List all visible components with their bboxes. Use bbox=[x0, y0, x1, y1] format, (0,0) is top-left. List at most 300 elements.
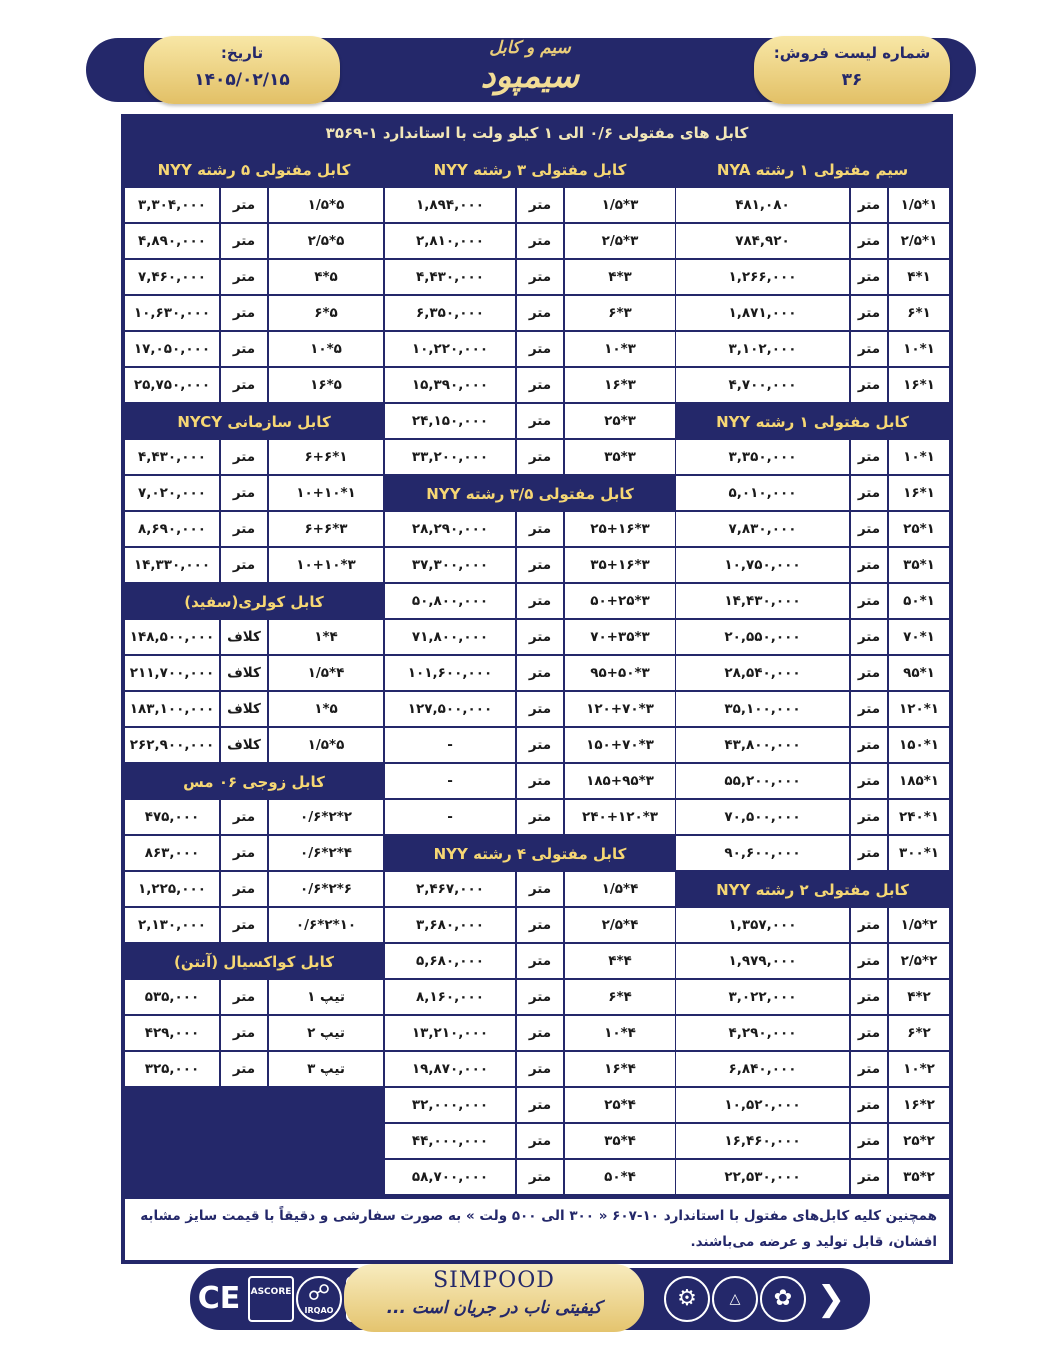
cable-size: ۴*۱ bbox=[267, 620, 383, 654]
unit-cell: متر bbox=[219, 332, 267, 366]
cable-size: ۱*۱۲۰ bbox=[887, 692, 949, 726]
section-header: کابل مفتولی ۲ رشته NYY bbox=[716, 881, 909, 899]
cable-size: ۱*۳۵ bbox=[887, 548, 949, 582]
unit-cell: متر bbox=[515, 296, 563, 330]
unit-cell: متر bbox=[515, 188, 563, 222]
cable-size: ۴*۴ bbox=[563, 944, 675, 978]
unit-cell: متر bbox=[515, 440, 563, 474]
table-row bbox=[676, 1160, 949, 1196]
table-row bbox=[125, 224, 383, 260]
unit-cell: متر bbox=[219, 800, 267, 834]
slogan: کیفیتی ناب در جریان است ... bbox=[386, 1298, 602, 1318]
price-cell: ۷,۰۲۰,۰۰۰ bbox=[138, 485, 206, 501]
table-row bbox=[385, 908, 675, 944]
cable-size: ۵*۱ bbox=[267, 692, 383, 726]
unit-cell: متر bbox=[515, 656, 563, 690]
table-row bbox=[385, 980, 675, 1016]
price-cell: ۱,۲۶۶,۰۰۰ bbox=[728, 269, 797, 285]
unit-cell: متر bbox=[219, 980, 267, 1014]
price-cell: ۱۴,۴۳۰,۰۰۰ bbox=[724, 593, 801, 609]
cable-size: ۱*۲۵ bbox=[887, 512, 949, 546]
cable-size: ۲*۱/۵ bbox=[887, 908, 949, 942]
price-cell: ۴۴,۰۰۰,۰۰۰ bbox=[411, 1133, 489, 1149]
unit-cell: متر bbox=[849, 224, 887, 258]
unit-cell: متر bbox=[515, 548, 563, 582]
table-row bbox=[125, 512, 383, 548]
table-row bbox=[385, 872, 675, 908]
price-cell: ۴۷۵,۰۰۰ bbox=[144, 809, 200, 825]
price-cell: ۲,۸۱۰,۰۰۰ bbox=[416, 233, 484, 249]
footnote: همچنین کلیه کابل‌های مفتول با استاندارد ۱۰-۶۰۷ « ۳۰۰ الی ۵۰۰ ولت » به صورت سفارشی و دقیقاً با قیمت سایز مشابه افشان، قابل تولید و عرضه می‌باشند. bbox=[125, 1199, 949, 1260]
price-cell: ۱۹,۸۷۰,۰۰۰ bbox=[411, 1061, 489, 1077]
table-row bbox=[676, 1052, 949, 1088]
price-cell: ۸,۶۹۰,۰۰۰ bbox=[138, 521, 206, 537]
price-cell: ۲۸,۵۴۰,۰۰۰ bbox=[724, 665, 801, 681]
cable-size: ۴*۶ bbox=[563, 980, 675, 1014]
cable-size: ۳*۹۵+۵۰ bbox=[563, 656, 675, 690]
table-row bbox=[676, 296, 949, 332]
price-cell: ۴,۴۳۰,۰۰۰ bbox=[138, 449, 206, 465]
unit-cell: کلاف bbox=[219, 728, 267, 762]
table-row bbox=[125, 656, 383, 692]
cable-size: ۲*۴ bbox=[887, 980, 949, 1014]
price-cell: ۱۴,۳۳۰,۰۰۰ bbox=[133, 557, 211, 573]
unit-cell: متر bbox=[849, 1016, 887, 1050]
table-row bbox=[125, 728, 383, 764]
unit-cell: متر bbox=[849, 1124, 887, 1158]
price-cell: ۳,۶۸۰,۰۰۰ bbox=[416, 917, 484, 933]
price-cell: ۴,۴۳۰,۰۰۰ bbox=[416, 269, 484, 285]
unit-cell: متر bbox=[515, 260, 563, 294]
price-cell: ۲۶۲,۹۰۰,۰۰۰ bbox=[129, 737, 215, 753]
table-row bbox=[385, 656, 675, 692]
price-cell: ۵۸,۷۰۰,۰۰۰ bbox=[411, 1169, 489, 1185]
cable-size: ۱*۶ bbox=[887, 296, 949, 330]
cable-size: ۳*۶+۶ bbox=[267, 512, 383, 546]
table-row bbox=[676, 1016, 949, 1052]
cable-size: ۳*۱۰ bbox=[563, 332, 675, 366]
unit-cell: متر bbox=[849, 656, 887, 690]
price-cell: ۲,۱۳۰,۰۰۰ bbox=[138, 917, 206, 933]
unit-cell: متر bbox=[849, 260, 887, 294]
cable-size: ۲*۲*۰/۶ bbox=[267, 800, 383, 834]
price-cell: ۲۸,۲۹۰,۰۰۰ bbox=[411, 521, 489, 537]
price-cell: ۱۳,۲۱۰,۰۰۰ bbox=[411, 1025, 489, 1041]
table-row bbox=[385, 224, 675, 260]
price-cell: ۷,۴۶۰,۰۰۰ bbox=[138, 269, 206, 285]
cable-size: تیپ ۲ bbox=[267, 1016, 383, 1050]
price-cell: ۲,۴۶۷,۰۰۰ bbox=[416, 881, 484, 897]
table-row bbox=[676, 224, 949, 260]
table-row bbox=[385, 440, 675, 476]
cable-size: ۱*۱۰+۱۰ bbox=[267, 476, 383, 510]
cable-size: ۳*۱/۵ bbox=[563, 188, 675, 222]
table-row bbox=[125, 620, 383, 656]
unit-cell: کلاف bbox=[219, 656, 267, 690]
cable-size: ۱*۳۰۰ bbox=[887, 836, 949, 870]
table-row bbox=[125, 800, 383, 836]
sale-list-label: شماره لیست فروش: bbox=[773, 44, 931, 62]
price-cell: ۳۷,۳۰۰,۰۰۰ bbox=[411, 557, 489, 573]
unit-cell: متر bbox=[515, 224, 563, 258]
approval-seal-icon: ✿ bbox=[760, 1276, 806, 1322]
unit-cell: متر bbox=[849, 440, 887, 474]
price-cell: ۲۵,۷۵۰,۰۰۰ bbox=[133, 377, 211, 393]
price-cell: ۷۸۴,۹۲۰ bbox=[735, 233, 790, 249]
table-row bbox=[385, 1088, 675, 1124]
price-cell: ۴۳,۸۰۰,۰۰۰ bbox=[724, 737, 801, 753]
section-header: کابل کولری(سفید) bbox=[184, 593, 324, 611]
table-row bbox=[125, 836, 383, 872]
price-cell: ۵۰,۸۰۰,۰۰۰ bbox=[411, 593, 489, 609]
table-row bbox=[676, 908, 949, 944]
cable-size: ۱*۴ bbox=[887, 260, 949, 294]
table-row bbox=[676, 512, 949, 548]
cable-size: ۳*۱۲۰+۷۰ bbox=[563, 692, 675, 726]
unit-cell: متر bbox=[849, 512, 887, 546]
unit-cell: متر bbox=[849, 584, 887, 618]
cable-size: ۴*۱۰ bbox=[563, 1016, 675, 1050]
price-cell: ۲۰,۵۵۰,۰۰۰ bbox=[724, 629, 801, 645]
table-row bbox=[385, 764, 675, 800]
unit-cell: متر bbox=[849, 980, 887, 1014]
table-row bbox=[676, 188, 949, 224]
price-cell: ۳۲۵,۰۰۰ bbox=[144, 1061, 200, 1077]
unit-cell: متر bbox=[219, 368, 267, 402]
cable-size: ۳*۲/۵ bbox=[563, 224, 675, 258]
company-logo-icon: ❯ bbox=[816, 1279, 846, 1319]
cable-size: ۳*۱۶ bbox=[563, 368, 675, 402]
unit-cell: متر bbox=[515, 512, 563, 546]
section-header: کابل کواکسیال (آنتن) bbox=[174, 953, 334, 971]
brand-logo bbox=[430, 34, 630, 104]
unit-cell: متر bbox=[515, 404, 563, 438]
table-row bbox=[125, 1016, 383, 1052]
unit-cell: متر bbox=[849, 1088, 887, 1122]
price-cell: ۸,۱۶۰,۰۰۰ bbox=[416, 989, 484, 1005]
price-cell: ۵,۶۸۰,۰۰۰ bbox=[416, 953, 484, 969]
cable-size: ۱*۱۶ bbox=[887, 476, 949, 510]
cable-size: ۴*۳۵ bbox=[563, 1124, 675, 1158]
sale-list-number: ۳۶ bbox=[841, 70, 863, 90]
cable-size: ۵*۱۰ bbox=[267, 332, 383, 366]
table-row bbox=[676, 1088, 949, 1124]
table-row bbox=[676, 980, 949, 1016]
table-row bbox=[125, 908, 383, 944]
table-row bbox=[385, 512, 675, 548]
unit-cell: متر bbox=[515, 944, 563, 978]
iso-seal-icon bbox=[248, 1276, 294, 1322]
table-row bbox=[385, 620, 675, 656]
unit-cell: متر bbox=[849, 944, 887, 978]
price-cell: ۴,۸۹۰,۰۰۰ bbox=[138, 233, 206, 249]
price-cell: ۱۷,۰۵۰,۰۰۰ bbox=[133, 341, 211, 357]
cable-size: ۱*۱/۵ bbox=[887, 188, 949, 222]
section-header: کابل مفتولی ۴ رشته NYY bbox=[433, 845, 627, 863]
table-row bbox=[676, 800, 949, 836]
table-row bbox=[676, 944, 949, 980]
price-cell: ۷۰,۵۰۰,۰۰۰ bbox=[724, 809, 801, 825]
cable-size: ۴*۲۵ bbox=[563, 1088, 675, 1122]
unit-cell: متر bbox=[515, 1088, 563, 1122]
unit-cell: متر bbox=[849, 476, 887, 510]
date-badge bbox=[144, 36, 340, 104]
unit-cell: متر bbox=[515, 908, 563, 942]
price-cell: ۱۰,۷۵۰,۰۰۰ bbox=[724, 557, 801, 573]
table-row bbox=[385, 800, 675, 836]
unit-cell: متر bbox=[849, 296, 887, 330]
table-row bbox=[125, 692, 383, 728]
cable-size: ۲*۲/۵ bbox=[887, 944, 949, 978]
table-row bbox=[125, 368, 383, 404]
price-cell: ۸۶۳,۰۰۰ bbox=[144, 845, 200, 861]
price-cell: - bbox=[447, 809, 453, 825]
cable-size: ۴*۱۶ bbox=[563, 1052, 675, 1086]
table-row bbox=[676, 368, 949, 404]
unit-cell: متر bbox=[515, 1016, 563, 1050]
cable-size: ۴*۲/۵ bbox=[563, 908, 675, 942]
table-row bbox=[125, 260, 383, 296]
table-row bbox=[125, 296, 383, 332]
cable-size: ۴*۱/۵ bbox=[267, 656, 383, 690]
table-row bbox=[676, 1124, 949, 1160]
table-row bbox=[125, 980, 383, 1016]
unit-cell: متر bbox=[219, 188, 267, 222]
price-cell: ۱,۳۵۷,۰۰۰ bbox=[728, 917, 797, 933]
section-header: کابل مفتولی ۳ رشته NYY bbox=[433, 161, 627, 179]
cable-size: ۳*۴ bbox=[563, 260, 675, 294]
unit-cell: متر bbox=[515, 1124, 563, 1158]
cable-size: ۶*۲*۰/۶ bbox=[267, 872, 383, 906]
unit-cell: متر bbox=[219, 872, 267, 906]
table-row bbox=[676, 656, 949, 692]
price-cell: - bbox=[447, 773, 453, 789]
unit-cell: متر bbox=[849, 836, 887, 870]
cable-size: ۳*۲۵+۱۶ bbox=[563, 512, 675, 546]
table-row bbox=[385, 1052, 675, 1088]
unit-cell: متر bbox=[515, 332, 563, 366]
unit-cell: متر bbox=[219, 296, 267, 330]
cable-size: ۳*۱۸۵+۹۵ bbox=[563, 764, 675, 798]
section-header: کابل مفتولی ۳/۵ رشته NYY bbox=[426, 485, 634, 503]
cable-size: ۲*۳۵ bbox=[887, 1160, 949, 1194]
slogan-badge bbox=[344, 1264, 644, 1332]
unit-cell: متر bbox=[515, 1052, 563, 1086]
price-cell: ۱۰۱,۶۰۰,۰۰۰ bbox=[407, 665, 493, 681]
table-row bbox=[676, 584, 949, 620]
price-cell: ۵۳۵,۰۰۰ bbox=[144, 989, 200, 1005]
price-cell: ۱۸۳,۱۰۰,۰۰۰ bbox=[129, 701, 215, 717]
unit-cell: متر bbox=[849, 1160, 887, 1194]
table-row bbox=[385, 332, 675, 368]
table-row bbox=[125, 188, 383, 224]
date-label: تاریخ: bbox=[220, 44, 264, 62]
cable-size: ۱*۵۰ bbox=[887, 584, 949, 618]
price-cell: ۳,۳۰۴,۰۰۰ bbox=[138, 197, 206, 213]
price-cell: ۳,۰۲۲,۰۰۰ bbox=[728, 989, 797, 1005]
globe-icon: ☍ IRQAO bbox=[296, 1276, 342, 1322]
price-cell: ۹۰,۶۰۰,۰۰۰ bbox=[724, 845, 801, 861]
ce-mark-icon bbox=[196, 1276, 242, 1322]
price-cell: ۳,۱۰۲,۰۰۰ bbox=[728, 341, 797, 357]
price-cell: ۳,۳۵۰,۰۰۰ bbox=[728, 449, 797, 465]
cable-size: ۴*۵۰ bbox=[563, 1160, 675, 1194]
unit-cell: متر bbox=[515, 1160, 563, 1194]
table-row bbox=[385, 1016, 675, 1052]
unit-cell: متر bbox=[515, 872, 563, 906]
cable-size: ۴*۲*۰/۶ bbox=[267, 836, 383, 870]
unit-cell: متر bbox=[219, 260, 267, 294]
unit-cell: متر bbox=[849, 620, 887, 654]
cable-size: ۳*۲۵ bbox=[563, 404, 675, 438]
cable-size: ۱*۶+۶ bbox=[267, 440, 383, 474]
cable-size: ۱*۱۵۰ bbox=[887, 728, 949, 762]
cable-size: ۵*۱/۵ bbox=[267, 728, 383, 762]
cable-size: ۲*۱۰ bbox=[887, 1052, 949, 1086]
cable-size: ۱۰*۲*۰/۶ bbox=[267, 908, 383, 942]
table-row bbox=[676, 764, 949, 800]
table-row bbox=[676, 728, 949, 764]
price-cell: ۴۸۱,۰۸۰ bbox=[735, 197, 790, 213]
cable-size: ۵*۶ bbox=[267, 296, 383, 330]
table-row bbox=[676, 476, 949, 512]
date-value: ۱۴۰۵/۰۲/۱۵ bbox=[194, 70, 290, 90]
cable-size: ۳*۱۵۰+۷۰ bbox=[563, 728, 675, 762]
cert-irqao-text: IRQAO bbox=[304, 1306, 334, 1315]
main-title: کابل های مفتولی ۰/۶ الی ۱ کیلو ولت با استاندارد ۱-۳۵۶۹ bbox=[325, 124, 749, 142]
unit-cell: متر bbox=[515, 764, 563, 798]
logo-subtitle: سیم و کابل bbox=[489, 38, 571, 58]
unit-cell: کلاف bbox=[219, 692, 267, 726]
cable-size: ۱*۱۶ bbox=[887, 368, 949, 402]
cert-ce-text: CE bbox=[197, 1281, 241, 1316]
cable-size: ۱*۱۰ bbox=[887, 440, 949, 474]
table-row bbox=[385, 728, 675, 764]
unit-cell: متر bbox=[515, 584, 563, 618]
table-row bbox=[125, 548, 383, 584]
cable-size: ۲*۲۵ bbox=[887, 1124, 949, 1158]
table-row bbox=[385, 692, 675, 728]
price-cell: ۱,۸۷۱,۰۰۰ bbox=[728, 305, 797, 321]
table-row bbox=[385, 1124, 675, 1160]
unit-cell: متر bbox=[849, 368, 887, 402]
unit-cell: متر bbox=[515, 692, 563, 726]
unit-cell: کلاف bbox=[219, 620, 267, 654]
price-cell: - bbox=[447, 737, 453, 753]
price-cell: ۴۲۹,۰۰۰ bbox=[144, 1025, 200, 1041]
cable-size: ۳*۳۵ bbox=[563, 440, 675, 474]
table-row bbox=[385, 548, 675, 584]
price-cell: ۱,۹۷۹,۰۰۰ bbox=[728, 953, 797, 969]
standard-seal-icon: ⚙ bbox=[664, 1276, 710, 1322]
cable-size: ۱*۷۰ bbox=[887, 620, 949, 654]
price-cell: ۵,۰۱۰,۰۰۰ bbox=[728, 485, 797, 501]
price-cell: ۳۳,۲۰۰,۰۰۰ bbox=[411, 449, 489, 465]
unit-cell: متر bbox=[515, 980, 563, 1014]
cable-size: ۵*۴ bbox=[267, 260, 383, 294]
unit-cell: متر bbox=[219, 836, 267, 870]
price-cell: ۱۵,۳۹۰,۰۰۰ bbox=[411, 377, 489, 393]
cable-size: تیپ ۱ bbox=[267, 980, 383, 1014]
price-cell: ۱۶,۴۶۰,۰۰۰ bbox=[724, 1133, 801, 1149]
table-row bbox=[676, 620, 949, 656]
unit-cell: متر bbox=[849, 800, 887, 834]
price-cell: ۲۲,۵۳۰,۰۰۰ bbox=[724, 1169, 801, 1185]
unit-cell: متر bbox=[515, 620, 563, 654]
table-row bbox=[125, 1052, 383, 1088]
iran-standard-icon: △ bbox=[712, 1276, 758, 1322]
section-header: کابل زوجی ۰۶ مس bbox=[183, 773, 325, 791]
price-cell: ۳۲,۰۰۰,۰۰۰ bbox=[411, 1097, 489, 1113]
unit-cell: متر bbox=[849, 692, 887, 726]
table-row bbox=[385, 944, 675, 980]
section-header: کابل سازمانی NYCY bbox=[177, 413, 331, 431]
price-cell: ۱۲۷,۵۰۰,۰۰۰ bbox=[407, 701, 493, 717]
price-cell: ۴,۲۹۰,۰۰۰ bbox=[728, 1025, 797, 1041]
price-cell: ۱۰,۲۲۰,۰۰۰ bbox=[411, 341, 489, 357]
table-row bbox=[125, 332, 383, 368]
cable-size: تیپ ۳ bbox=[267, 1052, 383, 1086]
cable-size: ۱*۹۵ bbox=[887, 656, 949, 690]
table-row bbox=[385, 1160, 675, 1196]
unit-cell: متر bbox=[849, 1052, 887, 1086]
unit-cell: متر bbox=[515, 368, 563, 402]
cable-size: ۲*۱۶ bbox=[887, 1088, 949, 1122]
table-row bbox=[676, 440, 949, 476]
unit-cell: متر bbox=[849, 548, 887, 582]
unit-cell: متر bbox=[219, 440, 267, 474]
table-row bbox=[125, 872, 383, 908]
cert-ascore-text: ASCORE bbox=[250, 1287, 292, 1297]
cable-size: ۱*۱۸۵ bbox=[887, 764, 949, 798]
unit-cell: متر bbox=[849, 764, 887, 798]
cable-size: ۳*۶ bbox=[563, 296, 675, 330]
price-cell: ۲۱۱,۷۰۰,۰۰۰ bbox=[129, 665, 215, 681]
logo-wordmark: سیمپود bbox=[480, 56, 580, 95]
price-cell: ۷۱,۸۰۰,۰۰۰ bbox=[411, 629, 489, 645]
price-cell: ۴,۷۰۰,۰۰۰ bbox=[728, 377, 797, 393]
table-row bbox=[385, 368, 675, 404]
table-row bbox=[676, 332, 949, 368]
price-cell: ۱۰,۵۲۰,۰۰۰ bbox=[724, 1097, 801, 1113]
sale-list-badge bbox=[754, 36, 950, 104]
column-middle bbox=[385, 152, 675, 1196]
cable-size: ۱*۱۰ bbox=[887, 332, 949, 366]
cable-size: ۳*۱۰+۱۰ bbox=[267, 548, 383, 582]
price-cell: ۶,۳۵۰,۰۰۰ bbox=[416, 305, 484, 321]
table-row bbox=[125, 440, 383, 476]
cable-size: ۴*۱/۵ bbox=[563, 872, 675, 906]
unit-cell: متر bbox=[219, 1052, 267, 1086]
price-cell: ۱,۸۹۴,۰۰۰ bbox=[416, 197, 484, 213]
price-cell: ۲۴,۱۵۰,۰۰۰ bbox=[411, 413, 489, 429]
price-cell: ۳۵,۱۰۰,۰۰۰ bbox=[724, 701, 801, 717]
price-cell: ۵۵,۲۰۰,۰۰۰ bbox=[724, 773, 801, 789]
cable-size: ۳*۵۰+۲۵ bbox=[563, 584, 675, 618]
unit-cell: متر bbox=[515, 800, 563, 834]
price-cell: ۱۰,۶۳۰,۰۰۰ bbox=[133, 305, 211, 321]
column-left bbox=[125, 152, 383, 1088]
table-row bbox=[385, 296, 675, 332]
unit-cell: متر bbox=[219, 1016, 267, 1050]
unit-cell: متر bbox=[219, 548, 267, 582]
price-table-frame bbox=[121, 114, 953, 1264]
cable-size: ۳*۲۴۰+۱۲۰ bbox=[563, 800, 675, 834]
price-cell: ۷,۸۳۰,۰۰۰ bbox=[728, 521, 797, 537]
section-header: کابل مفتولی ۵ رشته NYY bbox=[157, 161, 351, 179]
unit-cell: متر bbox=[849, 728, 887, 762]
cable-size: ۱*۲/۵ bbox=[887, 224, 949, 258]
